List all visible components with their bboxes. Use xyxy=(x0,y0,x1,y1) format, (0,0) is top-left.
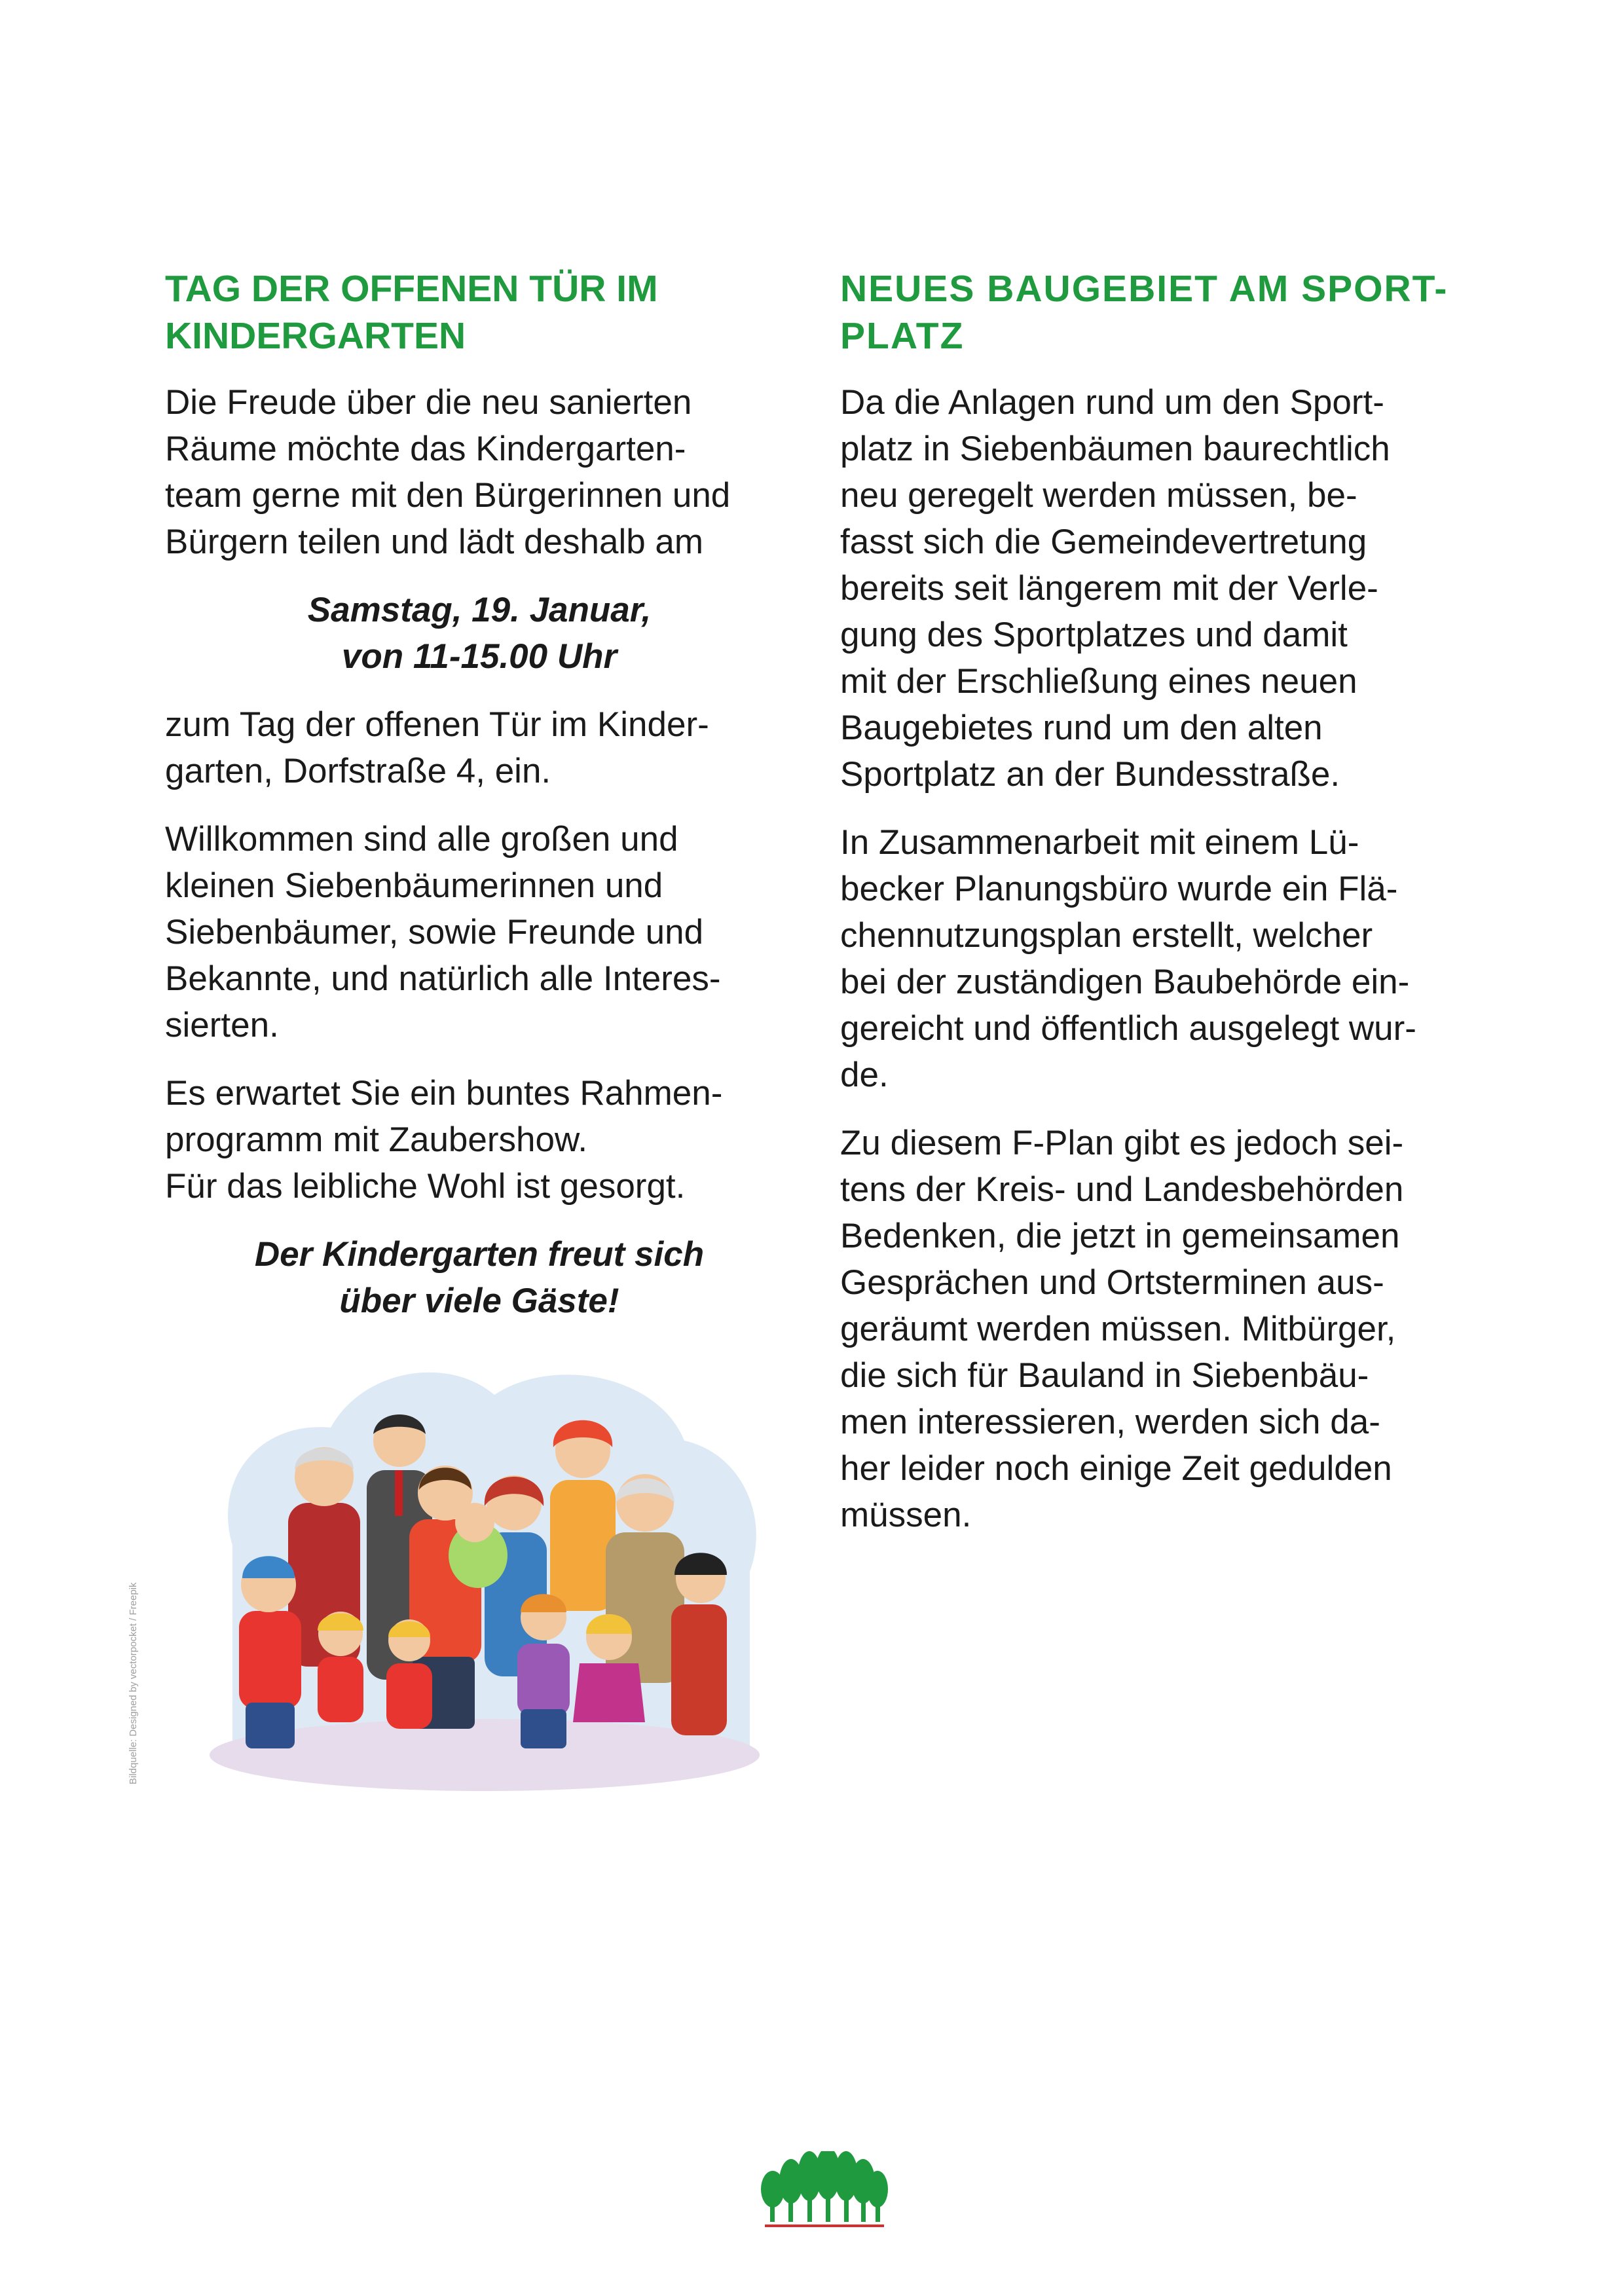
program-paragraph xyxy=(165,1070,794,1210)
text-line: tens der Kreis- und Landesbehörden xyxy=(840,1170,1404,1209)
text-line: de. xyxy=(840,1056,889,1094)
paragraph-3 xyxy=(840,1120,1469,1538)
text-line: chennutzungsplan erstellt, welcher xyxy=(840,916,1373,955)
closing-line xyxy=(165,1231,794,1324)
text-line: team gerne mit den Bürgerinnen und xyxy=(165,476,731,515)
text-line: geräumt werden müssen. Mitbürger, xyxy=(840,1310,1396,1348)
text-line: Da die Anlagen rund um den Sport- xyxy=(840,383,1384,422)
text-line: kleinen Siebenbäumerinnen und xyxy=(165,866,663,905)
heading-line: NEUES BAUGEBIET AM SPORT- xyxy=(840,268,1449,310)
text-line: über viele Gäste! xyxy=(339,1282,619,1320)
text-line: Willkommen sind alle großen und xyxy=(165,820,678,859)
paragraph-1 xyxy=(840,379,1469,798)
text-line: Sportplatz an der Bundesstraße. xyxy=(840,755,1340,794)
heading-line: PLATZ xyxy=(840,315,965,357)
text-line: gung des Sportplatzes und damit xyxy=(840,616,1348,654)
building-area-heading xyxy=(840,265,1469,360)
text-line: becker Planungsbüro wurde ein Flä- xyxy=(840,870,1398,908)
text-line: Der Kindergarten freut sich xyxy=(254,1235,705,1274)
intro-paragraph xyxy=(165,379,794,565)
heading-line: KINDERGARTEN xyxy=(165,315,466,357)
welcome-paragraph xyxy=(165,816,794,1048)
text-line: müssen. xyxy=(840,1496,972,1534)
text-line: bereits seit längerem mit der Verle- xyxy=(840,569,1378,608)
text-line: Die Freude über die neu sanierten xyxy=(165,383,692,422)
text-line: bei der zuständigen Baubehörde ein- xyxy=(840,963,1410,1001)
text-line: zum Tag der offenen Tür im Kinder- xyxy=(165,705,709,744)
article-open-day xyxy=(165,265,794,1346)
text-line: Samstag, 19. Januar, xyxy=(307,591,652,629)
text-line: programm mit Zaubershow. xyxy=(165,1120,588,1159)
text-line: In Zusammenarbeit mit einem Lü- xyxy=(840,823,1359,862)
text-line: die sich für Bauland in Siebenbäu- xyxy=(840,1356,1369,1395)
text-line: mit der Erschließung eines neuen xyxy=(840,662,1357,701)
heading-line: TAG DER OFFENEN TÜR IM xyxy=(165,268,658,310)
text-line: von 11-15.00 Uhr xyxy=(341,637,618,676)
text-line: garten, Dorfstraße 4, ein. xyxy=(165,752,551,790)
text-line: Räume möchte das Kindergarten- xyxy=(165,430,686,468)
text-line: platz in Siebenbäumen baurechtlich xyxy=(840,430,1390,468)
text-line: gereicht und öffentlich ausgelegt wur- xyxy=(840,1009,1416,1048)
text-line: Für das leibliche Wohl ist gesorgt. xyxy=(165,1167,686,1206)
text-line: Es erwartet Sie ein buntes Rahmen- xyxy=(165,1074,723,1113)
open-day-heading xyxy=(165,265,794,360)
text-line: Bekannte, und natürlich alle Interes- xyxy=(165,959,721,998)
text-line: Gesprächen und Ortsterminen aus- xyxy=(840,1263,1384,1302)
text-line: her leider noch einige Zeit gedulden xyxy=(840,1449,1392,1488)
article-building-area xyxy=(840,265,1469,1560)
text-line: fasst sich die Gemeindevertretung xyxy=(840,523,1367,561)
seven-trees-logo-icon xyxy=(758,2151,889,2231)
text-line: Bedenken, die jetzt in gemeinsamen xyxy=(840,1217,1400,1255)
image-credit: Bildquelle: Designed by vectorpocket / Freepik xyxy=(128,1582,139,1784)
text-line: men interessieren, werden sich da- xyxy=(840,1403,1380,1441)
text-line: sierten. xyxy=(165,1006,279,1044)
event-date xyxy=(165,587,794,680)
text-line: Baugebietes rund um den alten xyxy=(840,709,1323,747)
paragraph-2 xyxy=(840,819,1469,1098)
text-line: Zu diesem F-Plan gibt es jedoch sei- xyxy=(840,1124,1404,1162)
text-line: Siebenbäumer, sowie Freunde und xyxy=(165,913,704,951)
family-group-illustration-icon xyxy=(187,1329,776,1801)
location-paragraph xyxy=(165,701,794,794)
text-line: neu geregelt werden müssen, be- xyxy=(840,476,1357,515)
text-line: Bürgern teilen und lädt deshalb am xyxy=(165,523,704,561)
